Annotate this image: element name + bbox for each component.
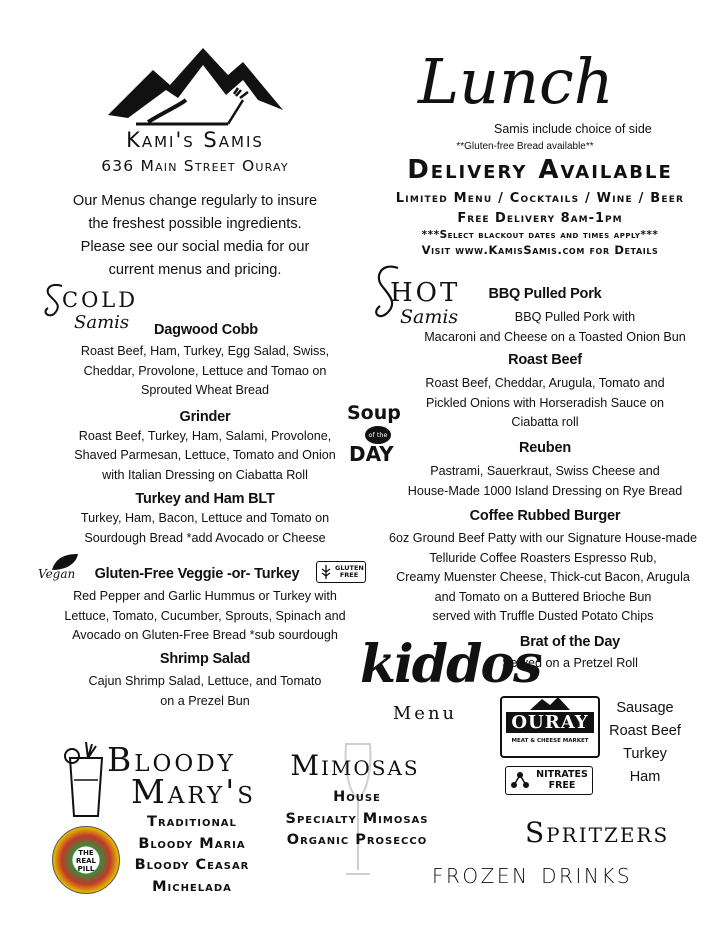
gf-note: **Gluten-free Bread available** — [456, 141, 594, 152]
mimosas-items — [262, 787, 452, 852]
item-title: Dagwood Cobb — [154, 322, 258, 338]
kiddos-item: Sausage — [616, 700, 674, 716]
bloody-item: Traditional — [147, 814, 237, 830]
mimosa-item: House — [333, 789, 381, 805]
item-desc — [55, 672, 355, 711]
desc-line: and Tomato on a Buttered Brioche Bun — [434, 589, 652, 604]
desc-line: Telluride Coffee Roasters Espresso Rub, — [429, 550, 657, 565]
gluten-free-text: GLUTEN FREE — [335, 564, 364, 579]
desc-line: with Italian Dressing on Ciabatta Roll — [102, 467, 308, 482]
bloody-items — [122, 812, 262, 898]
desc-line: Sourdough Bread *add Avocado or Cheese — [84, 530, 326, 545]
gluten-free-badge — [316, 561, 366, 583]
soup-mid: of the — [365, 426, 391, 444]
desc-line: Roast Beef, Turkey, Ham, Salami, Provolone, — [78, 428, 332, 443]
soup-top: Soup — [347, 402, 401, 424]
leaf-icon — [50, 552, 80, 572]
lunch-side-note: Samis include choice of side — [494, 122, 652, 136]
desc-line: Roast Beef, Ham, Turkey, Egg Salad, Swiss, — [80, 344, 330, 358]
item-desc — [385, 462, 705, 501]
desc-line: Cajun Shrimp Salad, Lettuce, and Tomato — [88, 674, 322, 688]
desc-line: served with Truffle Dusted Potato Chips — [432, 609, 654, 623]
kiddos-menu: Menu — [392, 703, 458, 724]
mimosa-item: Specialty Mimosas — [285, 810, 429, 827]
kiddos-item: Ham — [629, 769, 661, 785]
frozen-drinks-title: frozen drinks — [432, 856, 633, 890]
item-title: Shrimp Salad — [159, 651, 251, 667]
desc-line: Avocado on Gluten-Free Bread *sub sourdough — [72, 628, 338, 642]
item-title: Brat of the Day — [519, 634, 621, 650]
mountain-utensils-icon — [108, 40, 283, 130]
desc-line: Lettuce, Tomato, Cucumber, Sprouts, Spinach and — [64, 608, 346, 623]
desc-line: on a Prezel Bun — [160, 693, 250, 708]
vegan-label: Vegan — [38, 567, 76, 581]
kiddos-script: kiddos — [360, 634, 541, 695]
hot-label-script: Samis — [400, 306, 459, 328]
desc-line: House-Made 1000 Island Dressing on Rye Bread — [407, 483, 683, 498]
hot-label-top: HOT — [390, 278, 461, 308]
item-title: Roast Beef — [508, 352, 582, 368]
menu-notice — [50, 190, 340, 282]
desc-line: Pickled Onions with Horseradish Sauce on — [425, 395, 664, 410]
bloody-title-2: Mary's — [131, 772, 257, 811]
mimosa-item: Organic Prosecco — [286, 832, 428, 848]
desc-line: Creamy Muenster Cheese, Thick-cut Bacon, Arugula — [396, 570, 690, 584]
desc-line: Sprouted Wheat Bread — [140, 383, 270, 397]
notice-line: Our Menus change regularly to insure — [72, 193, 318, 209]
delivery-line: ***Select blackout dates and times apply*** — [421, 229, 659, 241]
delivery-line: Limited Menu / Cocktails / Wine / Beer — [395, 191, 685, 206]
cold-label-top: COLD — [62, 288, 139, 312]
nitrates-text: NITRATES FREE — [536, 769, 588, 791]
desc-line: Pastrami, Sauerkraut, Swiss Cheese and — [430, 464, 660, 478]
desc-line: Served on a Pretzel Roll — [502, 656, 638, 670]
bloody-mary-glass-icon — [60, 740, 110, 820]
item-desc — [45, 587, 365, 646]
item-title: Coffee Rubbed Burger — [469, 508, 621, 524]
spritzers-title: Spritzers — [525, 816, 670, 849]
cold-label-script: Samis — [74, 312, 130, 333]
item-desc — [55, 509, 355, 548]
desc-line: Shaved Parmesan, Lettuce, Tomato and Onion — [74, 448, 336, 462]
delivery-title: Delivery Available — [407, 155, 673, 185]
item-title: Grinder — [179, 408, 231, 425]
real-pill-logo — [52, 826, 120, 894]
item-desc — [55, 342, 355, 401]
notice-line: current menus and pricing. — [108, 262, 282, 278]
soup-bottom: DAY — [349, 442, 394, 466]
mimosas-title: Mimosas — [290, 749, 420, 782]
desc-line: BBQ Pulled Pork with — [514, 310, 636, 324]
logo-mountains — [108, 40, 283, 130]
desc-line: Cheddar, Provolone, Lettuce and Tomao on — [83, 363, 327, 378]
wheat-icon — [319, 564, 333, 580]
brand-name: Kami's Samis — [126, 128, 264, 152]
bloody-title-1: Bloody — [107, 740, 236, 779]
desc-line: Ciabatta roll — [511, 415, 579, 429]
item-title: Turkey and Ham BLT — [135, 491, 275, 507]
item-desc — [390, 374, 700, 433]
delivery-line: Visit www.KamisSamis.com for Details — [421, 243, 659, 257]
bloody-item: Bloody Maria — [138, 835, 246, 852]
item-title: BBQ Pulled Pork — [488, 286, 602, 302]
item-desc — [368, 529, 718, 627]
nitrates-free-badge — [505, 766, 593, 795]
ouray-market-logo — [500, 696, 600, 758]
desc-line: Turkey, Ham, Bacon, Lettuce and Tomato on — [80, 511, 330, 525]
kiddos-items — [600, 697, 690, 789]
desc-line: Macaroni and Cheese on a Toasted Onion Bun — [424, 329, 686, 344]
notice-line: Please see our social media for our — [80, 239, 310, 255]
bloody-item: Michelada — [152, 878, 232, 895]
desc-line: Red Pepper and Garlic Hummus or Turkey with — [73, 589, 337, 603]
molecule-icon — [509, 770, 531, 790]
bloody-item: Bloody Ceasar — [134, 857, 250, 873]
cold-menu — [55, 322, 355, 548]
notice-line: the freshest possible ingredients. — [88, 216, 302, 232]
kiddos-item: Roast Beef — [609, 723, 681, 739]
ouray-sub-text: MEAT & CHEESE MARKET — [511, 738, 589, 744]
lunch-title: Lunch — [418, 45, 614, 118]
mountain-icon — [530, 696, 570, 710]
real-pill-text: THE REAL PILL — [75, 849, 97, 873]
item-desc — [55, 427, 355, 486]
item-title: Gluten-Free Veggie -or- Turkey — [94, 566, 300, 582]
desc-line: Roast Beef, Cheddar, Arugula, Tomato and — [425, 376, 665, 390]
delivery-line: Free Delivery 8am-1pm — [457, 211, 623, 226]
item-desc — [390, 308, 700, 347]
brand-address: 636 Main Street Ouray — [101, 157, 289, 175]
desc-line: 6oz Ground Beef Patty with our Signature House-made — [388, 531, 698, 545]
kiddos-item: Turkey — [623, 746, 667, 762]
ouray-logo-text: OURAY — [506, 712, 594, 733]
item-title: Reuben — [519, 440, 571, 456]
